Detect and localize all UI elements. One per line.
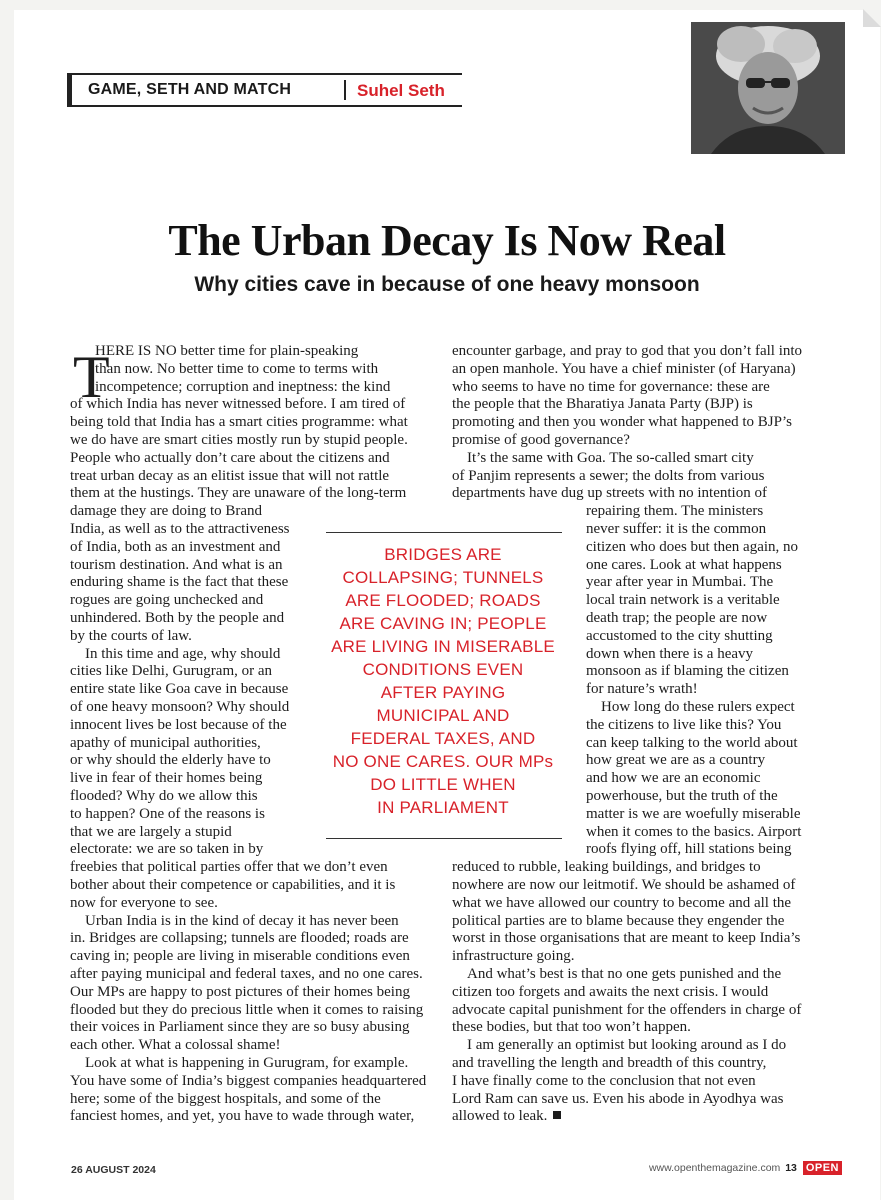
body-line: unhindered. Both by the people and: [70, 610, 285, 626]
body-line: treat urban decay as an elitist issue that will not rattle: [70, 467, 390, 484]
pull-quote-line: ARE CAVING IN; PEOPLE: [339, 614, 547, 633]
body-line: freebies that political parties offer that we don’t even: [70, 859, 388, 876]
body-line: caving in; people are living in miserable conditions even: [70, 948, 410, 965]
open-magazine-logo: OPEN: [803, 1161, 842, 1175]
body-line: after paying municipal and federal taxes, and no one cares.: [70, 966, 423, 982]
body-line: can keep talking to the world about: [586, 734, 798, 751]
body-line: for nature’s wrath!: [586, 681, 698, 698]
body-line: And what’s best is that no one gets punished and the: [467, 966, 782, 982]
body-line: who seems to have no time for governance: these are: [452, 378, 770, 395]
body-line: entire state like Goa cave in because: [70, 681, 289, 698]
body-line: matter is we are woefully miserable: [586, 805, 801, 822]
body-line: incompetence; corruption and ineptness: the kind: [95, 378, 391, 395]
pull-quote-line: CONDITIONS EVEN: [362, 660, 524, 679]
body-line: death trap; the people are now: [586, 610, 768, 626]
body-line: or why should the elderly have to: [70, 752, 271, 769]
column-name: GAME, SETH AND MATCH: [88, 81, 292, 98]
body-line: cities like Delhi, Gurugram, or an: [70, 663, 273, 680]
column-separator: [344, 80, 346, 100]
pull-quote-line: DO LITTLE WHEN: [370, 775, 516, 794]
body-line: repairing them. The ministers: [586, 503, 764, 520]
author-name: Suhel Seth: [357, 81, 445, 100]
body-line: to happen? One of the reasons is: [70, 805, 265, 822]
body-line: rogues are going unchecked and: [70, 592, 264, 609]
body-line: encounter garbage, and pray to god that you don’t fall into: [452, 343, 803, 359]
website-link[interactable]: www.openthemagazine.com: [648, 1162, 781, 1174]
pull-quote-line: FEDERAL TAXES, AND: [350, 729, 536, 748]
body-line: It’s the same with Goa. The so-called smart city: [467, 449, 754, 466]
body-line: infrastructure going.: [452, 948, 575, 965]
body-line: You have some of India’s biggest companies headquartered: [70, 1072, 427, 1089]
body-line: in. Bridges are collapsing; tunnels are flooded; roads are: [70, 930, 409, 947]
pull-quote-line: IN PARLIAMENT: [377, 798, 509, 817]
body-line: innocent lives be lost because of the: [70, 716, 287, 733]
body-line: them at the hustings. They are unaware of the long-term: [70, 485, 407, 502]
body-line: what we have allowed our country to become and all the: [452, 894, 792, 911]
body-line: bother about their competence or capabilities, and it is: [70, 877, 396, 893]
body-line: political parties are to blame because they engender the: [452, 912, 785, 929]
body-line: I have finally come to the conclusion that not even: [452, 1072, 756, 1089]
article-subheadline: Why cities cave in because of one heavy monsoon: [194, 273, 700, 296]
body-line: accustomed to the city shutting: [586, 627, 773, 644]
body-line: flooded? Why do we allow this: [70, 788, 258, 804]
footer-folio: [649, 1161, 842, 1175]
body-line: never suffer: it is the common: [586, 521, 767, 537]
body-line: fanciest homes, and yet, you have to wade through water,: [70, 1108, 415, 1125]
body-line: People who actually don’t care about the citizens and: [70, 449, 390, 466]
end-of-article-mark: [553, 1111, 561, 1119]
body-line: now for everyone to see.: [70, 894, 218, 911]
body-line: How long do these rulers expect: [601, 699, 795, 715]
magazine-page: [14, 10, 880, 1200]
issue-date: 26 AUGUST 2024: [71, 1164, 156, 1176]
body-line: year after year in Mumbai. The: [586, 574, 774, 591]
body-line: of India, both as an investment and: [70, 538, 281, 555]
body-line: HERE IS NO better time for plain-speaking: [95, 343, 359, 359]
body-line: of one heavy monsoon? Why should: [70, 699, 290, 715]
body-line: each other. What a colossal shame!: [70, 1037, 281, 1054]
body-line: promise of good governance?: [452, 432, 630, 448]
body-line: I am generally an optimist but looking around as I do: [467, 1037, 787, 1054]
body-line: apathy of municipal authorities,: [70, 734, 261, 751]
body-line: In this time and age, why should: [85, 645, 281, 662]
body-line: citizen who does but then again, no: [586, 538, 799, 555]
body-line: flooded but they do precious little when it comes to raising: [70, 1001, 424, 1018]
body-line: than now. No better time to come to terms with: [95, 360, 379, 377]
body-line: tourism destination. And what is an: [70, 556, 283, 573]
body-line: that we are largely a stupid: [70, 823, 232, 840]
pull-quote-line: AFTER PAYING: [380, 683, 506, 702]
body-line: departments have dug up streets with no intention of: [452, 485, 767, 502]
body-line: these bodies, but that too won’t happen.: [452, 1019, 691, 1036]
pull-quote-line: NO ONE CARES. OUR MPs: [332, 752, 554, 771]
body-line: the citizens to live like this? You: [586, 716, 782, 733]
pull-quote-rule-bottom: [326, 838, 562, 839]
body-line: the people that the Bharatiya Janata Party (BJP) is: [452, 396, 753, 413]
body-line: Urban India is in the kind of decay it has never been: [85, 912, 399, 929]
pull-quote-rule-top: [326, 532, 562, 533]
body-line: and how we are an economic: [586, 770, 761, 787]
body-line: roofs flying off, hill stations being: [586, 841, 792, 858]
body-line: of Panjim represents a sewer; the dolts from various: [452, 467, 765, 484]
pull-quote-line: BRIDGES ARE: [384, 545, 502, 564]
page-corner-fold: [863, 9, 881, 27]
article-headline: The Urban Decay Is Now Real: [168, 216, 726, 265]
body-line: down when there is a heavy: [586, 645, 754, 662]
body-line: how great we are as a country: [586, 752, 766, 769]
body-line: enduring shame is the fact that these: [70, 574, 289, 591]
body-line: electorate: we are so taken in by: [70, 841, 264, 858]
drop-cap: T: [73, 344, 110, 410]
body-line: we do have are smart cities mostly run by stupid people.: [70, 432, 408, 448]
body-line: being told that India has a smart cities programme: what: [70, 414, 408, 431]
body-line: when it comes to the basics. Airport: [586, 823, 802, 840]
body-line: by the courts of law.: [70, 627, 192, 644]
body-line: and travelling the length and breadth of this country,: [452, 1055, 767, 1071]
column-header: [67, 73, 462, 107]
body-line: citizen too forgets and awaits the next crisis. I would: [452, 983, 769, 1000]
body-line: an open manhole. You have a chief minister (of Haryana): [452, 360, 796, 377]
body-line: here; some of the biggest hospitals, and some of the: [70, 1090, 381, 1107]
body-line: of which India has never witnessed before. I am tired of: [70, 396, 406, 413]
body-line: monsoon as if blaming the citizen: [586, 663, 789, 680]
page-number: 13: [785, 1162, 797, 1174]
body-line: Our MPs are happy to post pictures of their homes being: [70, 983, 410, 1000]
body-line: powerhouse, but the truth of the: [586, 788, 778, 804]
body-line: worst in those organisations that are meant to keep India’s: [452, 930, 801, 947]
body-line: promoting and then you wonder what happened to BJP’s: [452, 414, 792, 431]
pull-quote-line: MUNICIPAL AND: [376, 706, 510, 725]
body-line: Lord Ram can save us. Even his abode in Ayodhya was: [452, 1090, 784, 1107]
pull-quote-line: ARE FLOODED; ROADS: [345, 591, 541, 610]
body-line: Look at what is happening in Gurugram, for example.: [85, 1055, 409, 1071]
body-line: live in fear of their homes being: [70, 770, 263, 787]
body-line: nowhere are now our leitmotif. We should be ashamed of: [452, 877, 796, 893]
body-line: one cares. Look at what happens: [586, 556, 782, 573]
body-line: their voices in Parliament since they are so busy abusing: [70, 1019, 410, 1036]
body-line: India, as well as to the attractiveness: [70, 521, 290, 537]
body-line: reduced to rubble, leaking buildings, and bridges to: [452, 859, 761, 876]
body-line: damage they are doing to Brand: [70, 503, 263, 520]
body-line: allowed to leak.: [452, 1108, 561, 1126]
author-photo: [691, 22, 845, 154]
body-line: advocate capital punishment for the offenders in charge of: [452, 1001, 802, 1018]
body-line: local train network is a veritable: [586, 592, 780, 609]
pull-quote-line: COLLAPSING; TUNNELS: [342, 568, 544, 587]
author-portrait-icon: [691, 22, 845, 154]
pull-quote-line: ARE LIVING IN MISERABLE: [331, 637, 555, 656]
